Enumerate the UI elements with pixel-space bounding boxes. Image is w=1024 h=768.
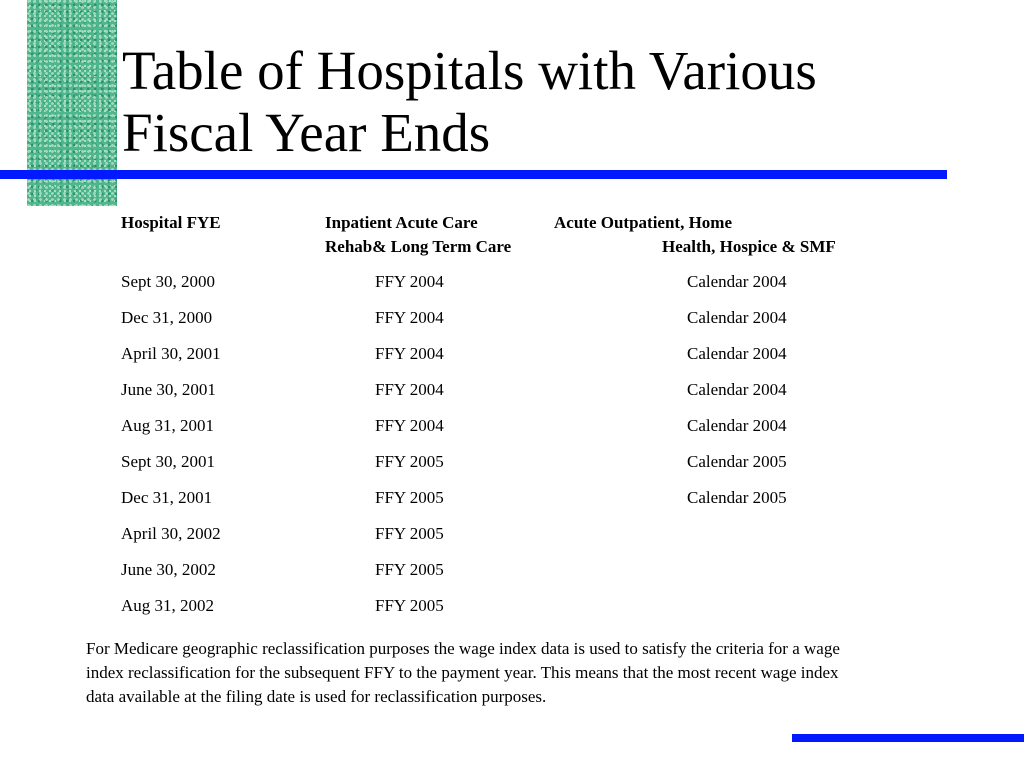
cell-inpatient: FFY 2005 — [375, 488, 444, 507]
cell-outpatient: Calendar 2004 — [687, 416, 787, 435]
cell-inpatient: FFY 2004 — [375, 272, 444, 291]
table-row — [0, 450, 1024, 486]
slide-title: Table of Hospitals with Various Fiscal Year Ends — [122, 40, 817, 163]
header-outpatient-line1: Acute Outpatient, Home — [554, 213, 733, 232]
cell-hospital-fye: Aug 31, 2002 — [121, 596, 215, 615]
table-row — [0, 414, 1024, 450]
cell-hospital-fye: Dec 31, 2000 — [121, 308, 213, 327]
cell-inpatient: FFY 2005 — [375, 596, 444, 615]
cell-inpatient: FFY 2005 — [375, 560, 444, 579]
cell-inpatient: FFY 2004 — [375, 308, 444, 327]
table-row — [0, 342, 1024, 378]
header-hospital-fye: Hospital FYE — [121, 213, 221, 232]
footnote-text: For Medicare geographic reclassification purposes the wage index data is used to satisfy the criteria for a wage index reclassification for the subsequent FFY to the payment year. This means that the most recent wage index data available at the filing date is used for reclassification purposes. — [86, 639, 840, 706]
cell-outpatient: Calendar 2004 — [687, 344, 787, 363]
title-divider-rule — [0, 170, 947, 179]
cell-outpatient: Calendar 2004 — [687, 380, 787, 399]
table-row — [0, 522, 1024, 558]
cell-inpatient: FFY 2004 — [375, 380, 444, 399]
table-row — [0, 378, 1024, 414]
table-row — [0, 270, 1024, 306]
cell-outpatient: Calendar 2005 — [687, 452, 787, 471]
cell-hospital-fye: Sept 30, 2000 — [121, 272, 215, 291]
table-row — [0, 594, 1024, 630]
cell-hospital-fye: June 30, 2001 — [121, 380, 216, 399]
cell-hospital-fye: Dec 31, 2001 — [121, 488, 213, 507]
cell-inpatient: FFY 2005 — [375, 524, 444, 543]
cell-outpatient: Calendar 2004 — [687, 272, 787, 291]
cell-hospital-fye: Aug 31, 2001 — [121, 416, 215, 435]
cell-inpatient: FFY 2005 — [375, 452, 444, 471]
cell-hospital-fye: Sept 30, 2001 — [121, 452, 215, 471]
header-outpatient-line2: Health, Hospice & SMF — [662, 237, 836, 256]
cell-hospital-fye: April 30, 2002 — [121, 524, 221, 543]
cell-inpatient: FFY 2004 — [375, 416, 444, 435]
table-body — [0, 270, 1024, 630]
header-inpatient-line2: Rehab& Long Term Care — [325, 237, 512, 256]
cell-hospital-fye: June 30, 2002 — [121, 560, 216, 579]
header-inpatient-line1: Inpatient Acute Care — [325, 213, 478, 232]
table-row — [0, 486, 1024, 522]
cell-outpatient: Calendar 2004 — [687, 308, 787, 327]
cell-hospital-fye: April 30, 2001 — [121, 344, 221, 363]
footer-accent-rule — [792, 734, 1024, 742]
cell-inpatient: FFY 2004 — [375, 344, 444, 363]
table-row — [0, 558, 1024, 594]
table-row — [0, 306, 1024, 342]
cell-outpatient: Calendar 2005 — [687, 488, 787, 507]
